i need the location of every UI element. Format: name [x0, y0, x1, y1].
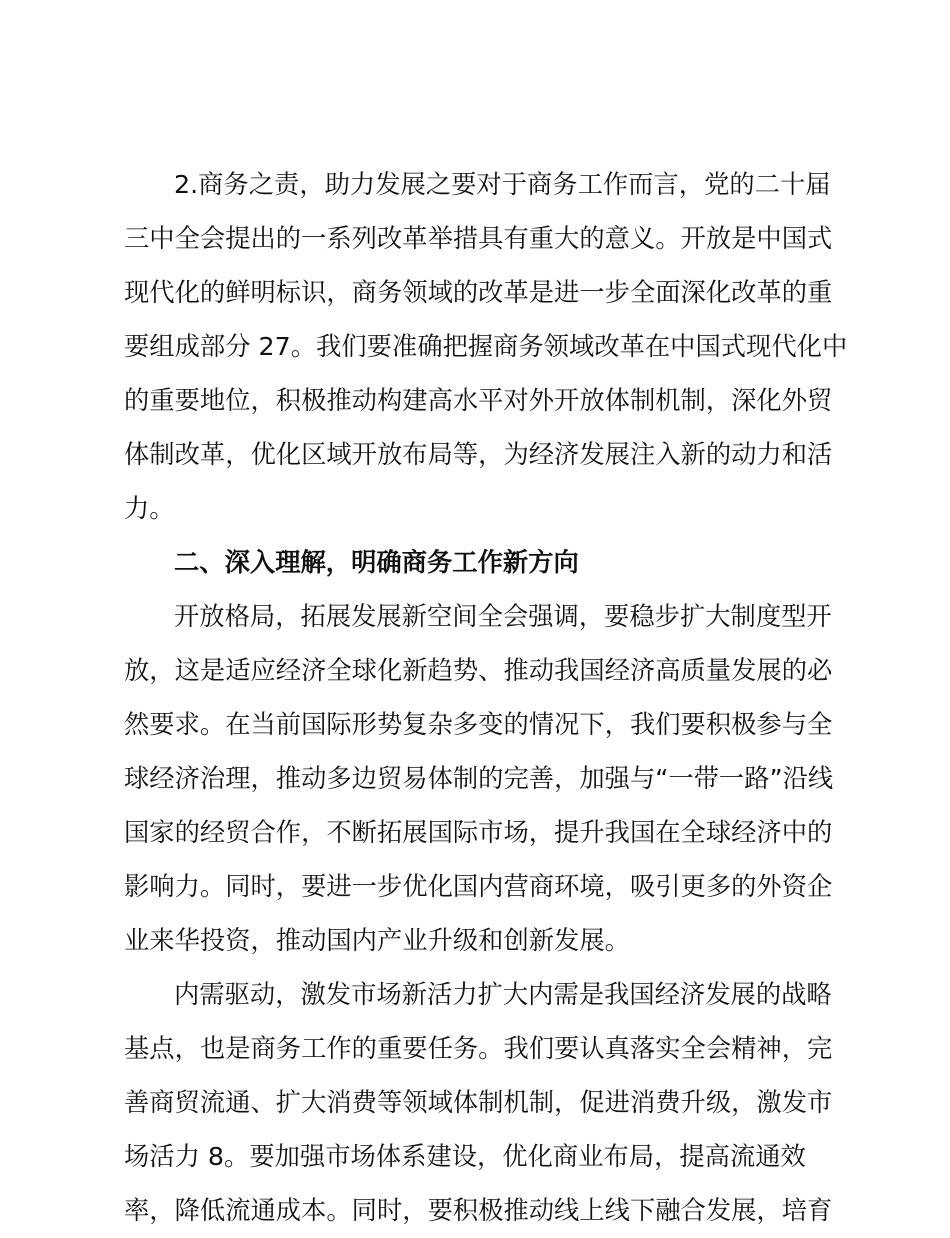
- paragraph-line: 基点，也是商务工作的重要任务。我们要认真落实全会精神，完: [124, 1034, 833, 1063]
- paragraph-line: 善商贸流通、扩大消费等领域体制机制，促进消费升级，激发市: [124, 1088, 833, 1117]
- paragraph-line: 现代化的鲜明标识，商务领域的改革是进一步全面深化改革的重: [124, 278, 833, 307]
- section-heading: 二、深入理解，明确商务工作新方向: [174, 548, 579, 577]
- paragraph-line: 球经济治理，推动多边贸易体制的完善，加强与“一带一路”沿线: [124, 764, 834, 793]
- paragraph-line: 内需驱动，激发市场新活力扩大内需是我国经济发展的战略: [174, 980, 832, 1009]
- paragraph-line: 然要求。在当前国际形势复杂多变的情况下，我们要积极参与全: [124, 710, 833, 739]
- paragraph-line: 三中全会提出的一系列改革举措具有重大的意义。开放是中国式: [124, 224, 833, 253]
- paragraph-line: 国家的经贸合作，不断拓展国际市场，提升我国在全球经济中的: [124, 818, 833, 847]
- paragraph-line: 开放格局，拓展发展新空间全会强调，要稳步扩大制度型开: [174, 602, 832, 631]
- paragraph-line: 要组成部分 27。我们要准确把握商务领域改革在中国式现代化中: [124, 332, 848, 361]
- paragraph-line: 力。: [124, 494, 175, 523]
- paragraph-line: 业来华投资，推动国内产业升级和创新发展。: [124, 926, 630, 955]
- paragraph-line: 影响力。同时，要进一步优化国内营商环境，吸引更多的外资企: [124, 872, 833, 901]
- paragraph-line: 体制改革，优化区域开放布局等，为经济发展注入新的动力和活: [124, 440, 833, 469]
- paragraph-line: 场活力 8。要加强市场体系建设，优化商业布局，提高流通效: [124, 1142, 806, 1171]
- document-body: [124, 158, 848, 1238]
- paragraph-line: 2.商务之责，助力发展之要对于商务工作而言，党的二十届: [174, 170, 831, 199]
- paragraph-line: 的重要地位，积极推动构建高水平对外开放体制机制，深化外贸: [124, 386, 833, 415]
- paragraph-line: 率，降低流通成本。同时，要积极推动线上线下融合发展，培育: [124, 1196, 833, 1225]
- paragraph-line: 放，这是适应经济全球化新趋势、推动我国经济高质量发展的必: [124, 656, 833, 685]
